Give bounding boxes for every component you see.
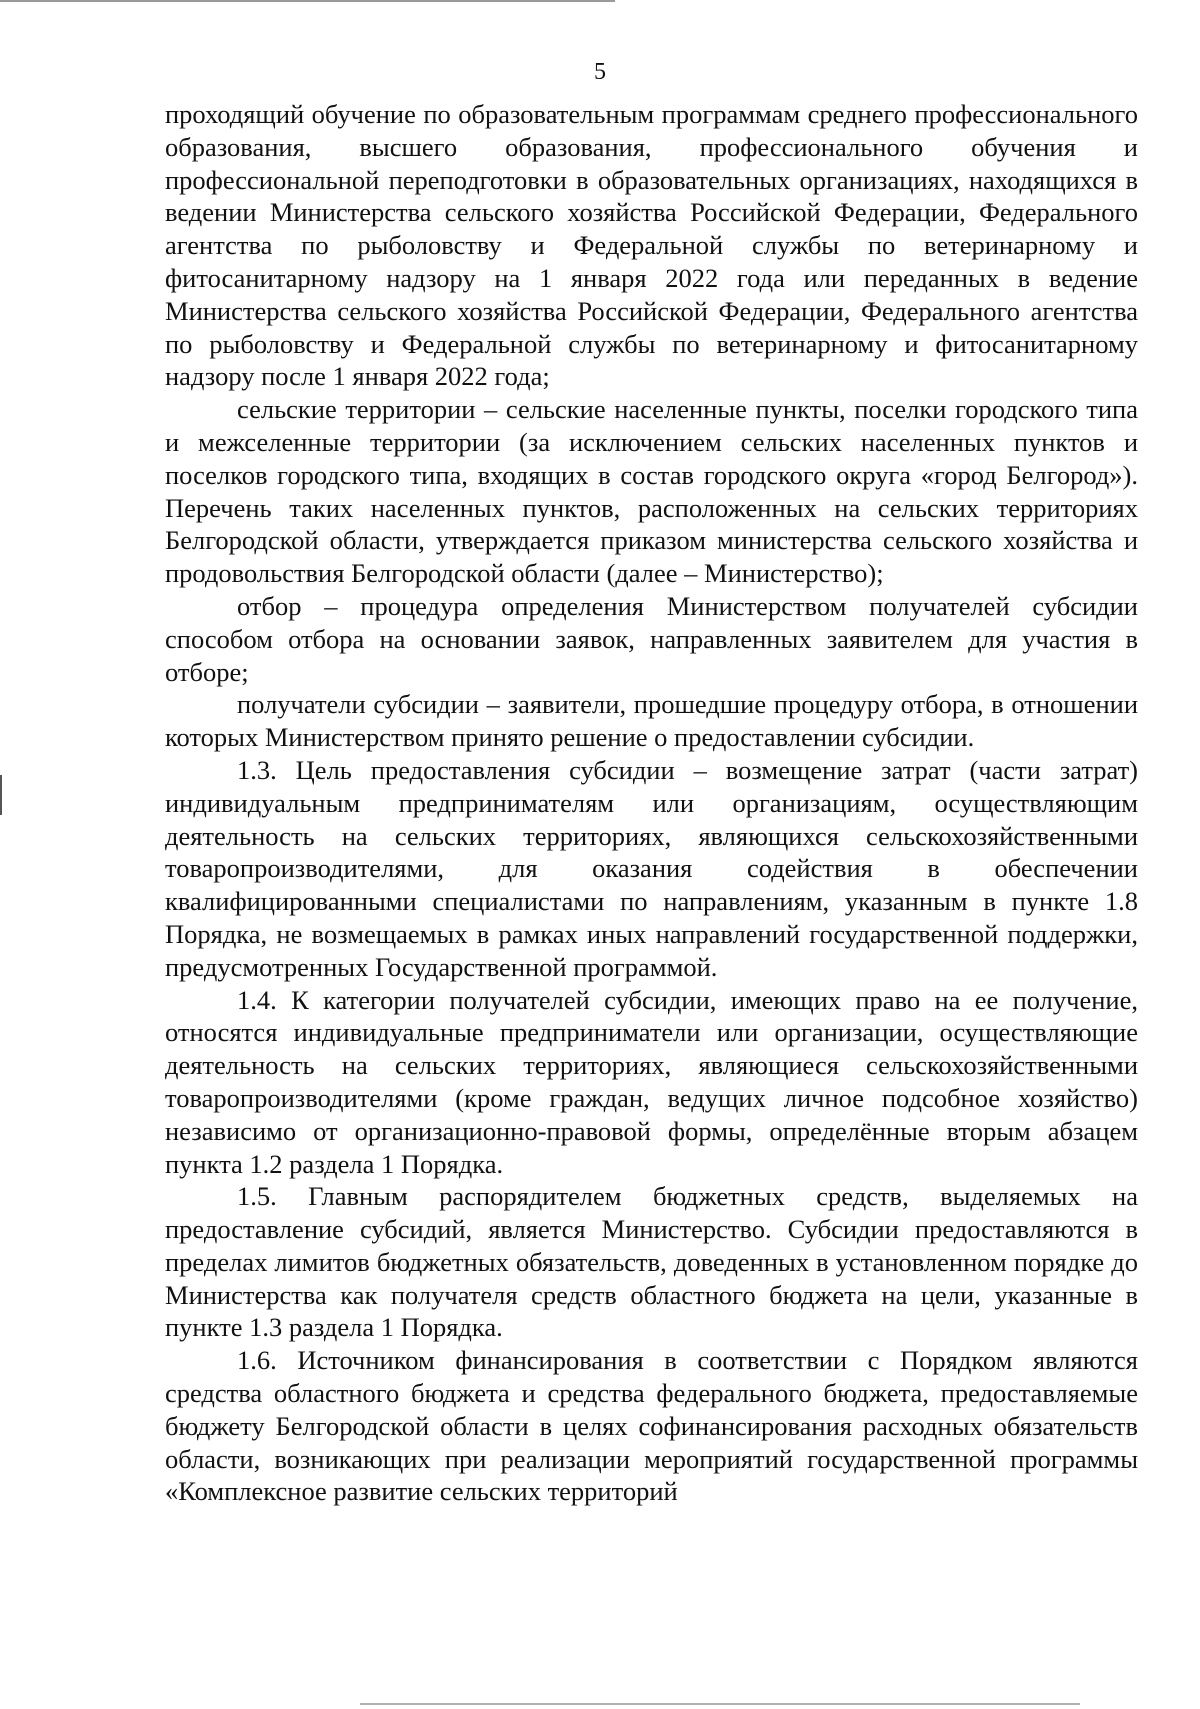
paragraph-1-6: 1.6. Источником финансирования в соответствии с Порядком являются средства областного бюджета и средства федерального бюджета, предоставляемые бюджету Белгородской области в целях софинансирования расходных обязательств области, возникающих при реализации мероприятий государственной программы «Комплексное развитие сельских территорий [165, 1345, 1138, 1507]
scan-artifact-left-mark [0, 775, 2, 815]
paragraph-1-3: 1.3. Цель предоставления субсидии – возмещение затрат (части затрат) индивидуальным предпринимателям или организациям, осуществляющим деятельность на сельских территориях, являющихся сельскохозяйственными товаропроизводителями, для оказания содействия в обеспечении квалифицированными специалистами по направлениям, указанным в пункте 1.8 Порядка, не возмещаемых в рамках иных направлений государственной поддержки, предусмотренных Государственной программой. [165, 754, 1138, 982]
paragraph-rural-territories: сельские территории – сельские населенные пункты, поселки городского типа и межселенные территории (за исключением сельских населенных пунктов и поселков городского типа, входящих в состав городского округа «город Белгород»). Перечень таких населенных пунктов, расположенных на сельских территориях Белгородской области, утверждается приказом министерства сельского хозяйства и продовольствия Белгородской области (далее – Министерство); [165, 394, 1138, 589]
paragraph-1-5: 1.5. Главным распорядителем бюджетных средств, выделяемых на предоставление субсидий, является Министерство. Субсидии предоставляются в пределах лимитов бюджетных обязательств, доведенных в установленном порядке до Министерства как получателя средств областного бюджета на цели, указанные в пункте 1.3 раздела 1 Порядка. [165, 1181, 1138, 1343]
paragraph-subsidy-recipients: получатели субсидии – заявители, прошедшие процедуру отбора, в отношении которых Министерством принято решение о предоставлении субсидии. [165, 689, 1138, 753]
scan-artifact-top-line [0, 0, 615, 2]
paragraph-selection: отбор – процедура определения Министерством получателей субсидии способом отбора на основании заявок, направленных заявителем для участия в отборе; [165, 590, 1138, 687]
document-body [165, 98, 1138, 1508]
paragraph-continuation: проходящий обучение по образовательным программам среднего профессионального образования, высшего образования, профессионального обучения и профессиональной переподготовки в образовательных организациях, находящихся в ведении Министерства сельского хозяйства Российской Федерации, Федерального агентства по рыболовству и Федеральной службы по ветеринарному и фитосанитарному надзору на 1 января 2022 года или переданных в ведение Министерства сельского хозяйства Российской Федерации, Федерального агентства по рыболовству и Федеральной службы по ветеринарному и фитосанитарному надзору после 1 января 2022 года; [165, 99, 1138, 392]
scan-artifact-bottom-line [360, 1703, 1080, 1705]
page-number: 5 [594, 59, 606, 85]
paragraph-1-4: 1.4. К категории получателей субсидии, имеющих право на ее получение, относятся индивидуальные предприниматели или организации, осуществляющие деятельность на сельских территориях, являющиеся сельскохозяйственными товаропроизводителями (кроме граждан, ведущих личное подсобное хозяйство) независимо от организационно-правовой формы, определённые вторым абзацем пункта 1.2 раздела 1 Порядка. [165, 984, 1138, 1179]
